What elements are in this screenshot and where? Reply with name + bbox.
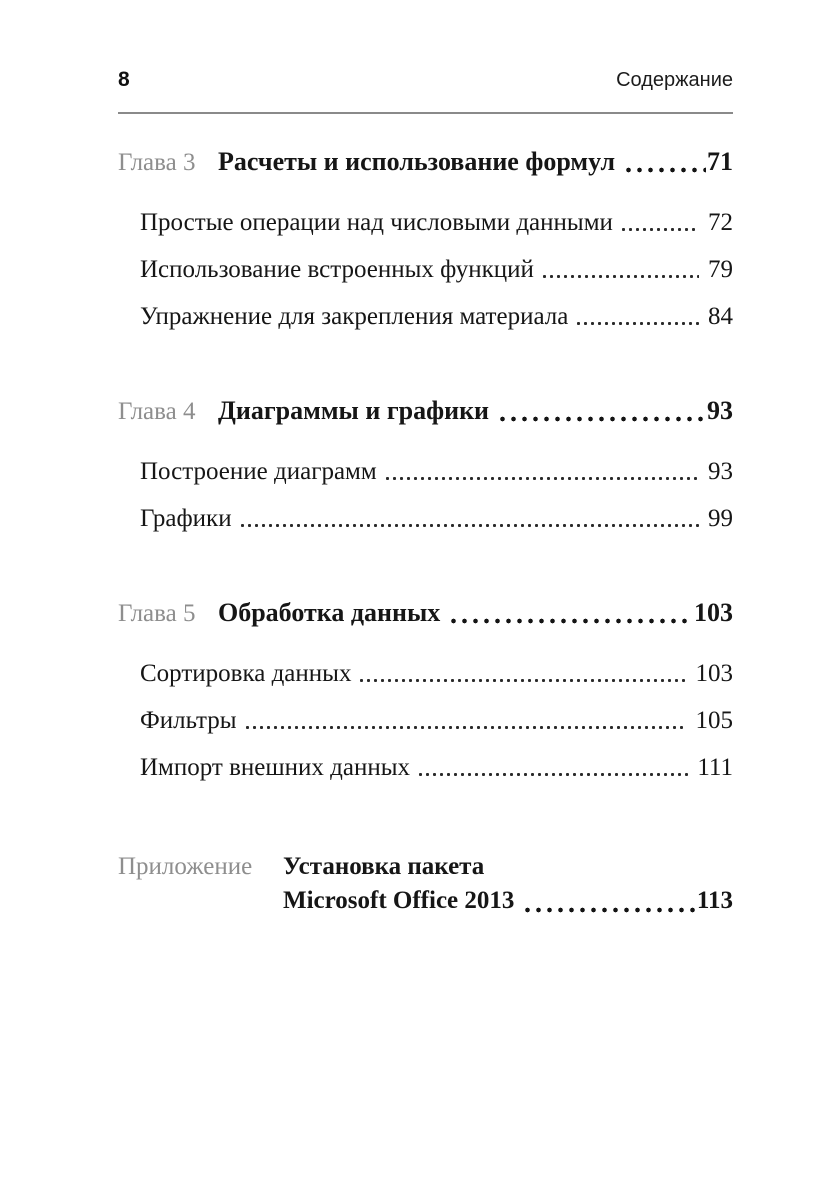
dot-leader bbox=[448, 598, 693, 629]
dot-leader bbox=[358, 660, 686, 688]
chapter-title: Обработка данных bbox=[218, 598, 441, 627]
entry-title: Упражнение для закрепления материала bbox=[140, 303, 569, 330]
dot-leader bbox=[497, 396, 706, 427]
dot-leader bbox=[620, 209, 699, 237]
dot-leader bbox=[541, 256, 699, 284]
running-head bbox=[118, 68, 733, 114]
running-head-title: Содержание bbox=[616, 69, 733, 91]
appendix-title-line2-row bbox=[283, 884, 733, 918]
dot-leader bbox=[384, 458, 699, 486]
dot-leader bbox=[522, 884, 695, 918]
toc-entry bbox=[140, 256, 733, 284]
chapter-page-number: 103 bbox=[694, 598, 733, 627]
toc-appendix bbox=[118, 850, 733, 918]
chapter-title: Диаграммы и графики bbox=[218, 396, 490, 425]
toc-entry bbox=[140, 505, 733, 533]
entry-title: Графики bbox=[140, 505, 232, 532]
dot-leader bbox=[417, 754, 688, 782]
toc-entry bbox=[140, 754, 733, 782]
entry-page-number: 111 bbox=[697, 754, 733, 781]
chapter-page-number: 93 bbox=[707, 396, 733, 425]
toc-chapter-heading bbox=[118, 396, 733, 427]
appendix-label: Приложение bbox=[118, 853, 253, 880]
current-page-number: 8 bbox=[118, 68, 130, 91]
contents-column bbox=[118, 0, 733, 918]
dot-leader bbox=[244, 707, 687, 735]
appendix-title-line1: Установка пакета bbox=[283, 853, 485, 880]
toc-entry bbox=[140, 660, 733, 688]
chapter-title: Расчеты и использование формул bbox=[218, 147, 616, 176]
entry-title: Построение диаграмм bbox=[140, 458, 377, 485]
entry-page-number: 84 bbox=[708, 303, 733, 330]
entry-title: Простые операции над числовыми данными bbox=[140, 209, 613, 236]
entry-page-number: 103 bbox=[695, 660, 733, 687]
chapter-label: Глава 5 bbox=[118, 600, 196, 627]
entry-title: Сортировка данных bbox=[140, 660, 352, 687]
appendix-title-line2: Microsoft Office 2013 bbox=[283, 887, 515, 914]
dot-leader bbox=[575, 303, 699, 331]
toc-chapter-heading bbox=[118, 147, 733, 178]
chapter-page-number: 71 bbox=[707, 147, 733, 176]
dot-leader bbox=[239, 505, 699, 533]
entry-page-number: 72 bbox=[708, 209, 733, 236]
toc-entry bbox=[140, 707, 733, 735]
entry-page-number: 79 bbox=[708, 256, 733, 283]
entry-page-number: 105 bbox=[695, 707, 733, 734]
entry-page-number: 99 bbox=[708, 505, 733, 532]
chapter-label: Глава 4 bbox=[118, 398, 196, 425]
appendix-page-number: 113 bbox=[696, 887, 733, 914]
entry-title: Импорт внешних данных bbox=[140, 754, 411, 781]
appendix-title-block bbox=[283, 850, 733, 918]
entry-page-number: 93 bbox=[708, 458, 733, 485]
entry-title: Использование встроенных функций bbox=[140, 256, 534, 283]
toc-chapter-heading bbox=[118, 598, 733, 629]
toc-entry bbox=[140, 458, 733, 486]
entry-title: Фильтры bbox=[140, 707, 237, 734]
toc-entry bbox=[140, 303, 733, 331]
dot-leader bbox=[623, 147, 706, 178]
chapter-label: Глава 3 bbox=[118, 149, 196, 176]
toc-entry bbox=[140, 209, 733, 237]
